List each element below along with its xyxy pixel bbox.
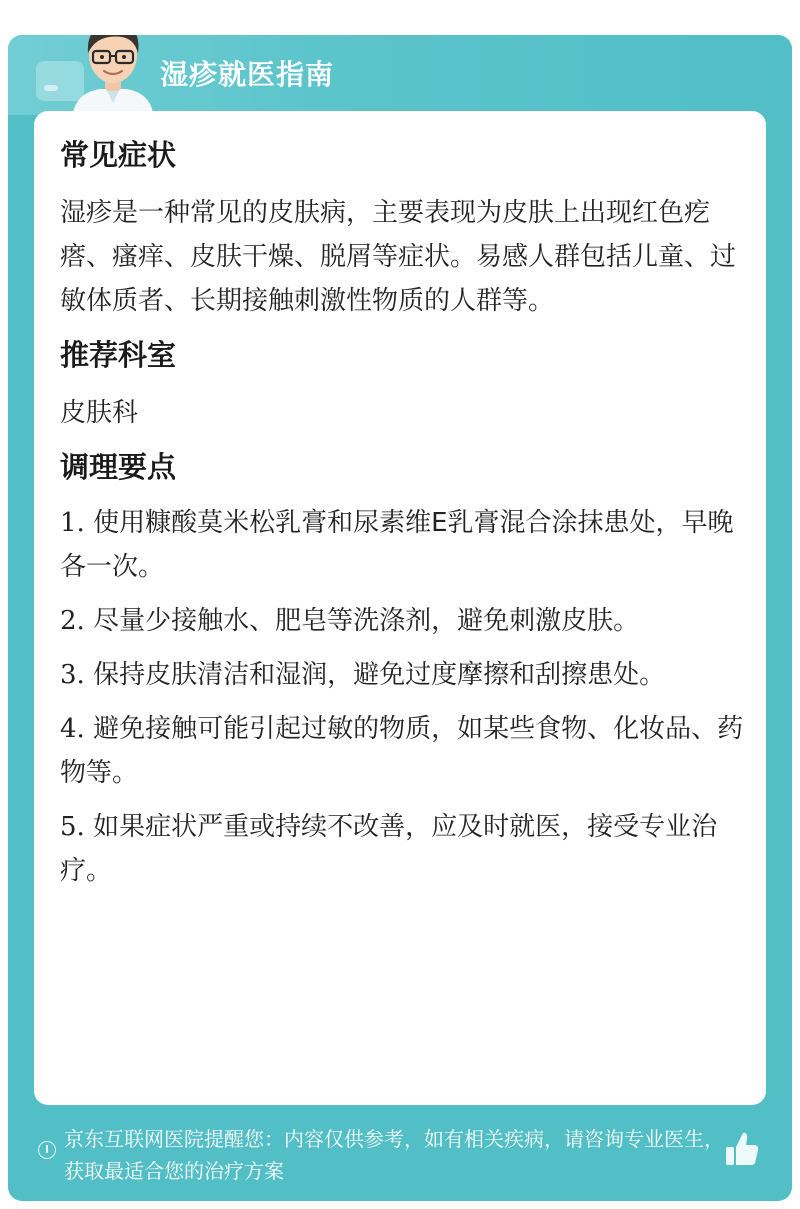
guide-panel [8,35,792,1201]
disclaimer-footer [8,1119,792,1201]
disclaimer-text: 京东互联网医院提醒您：内容仅供参考，如有相关疾病，请咨询专业医生，获取最适合您的治疗方案 [64,1127,724,1183]
symptoms-heading: 常见症状 [60,138,177,172]
page-title: 湿疹就医指南 [160,58,335,91]
list-item: 2. 尽量少接触水、肥皂等洗涤剂，避免刺激皮肤。 [60,606,640,636]
care-heading: 调理要点 [60,450,177,484]
content-card [34,111,766,1105]
department-text: 皮肤科 [60,398,139,428]
doctor-avatar-icon [58,35,168,119]
symptoms-text: 湿疹是一种常见的皮肤病，主要表现为皮肤上出现红色疙瘩、瘙痒、皮肤干燥、脱屑等症状。易感人群包括儿童、过敏体质者、长期接触刺激性物质的人群等。 [60,198,737,316]
thumbs-up-icon[interactable] [724,1129,760,1169]
care-steps-list [60,501,750,893]
list-item: 1. 使用糠酸莫米松乳膏和尿素维E乳膏混合涂抹患处，早晚各一次。 [60,508,734,582]
department-heading: 推荐科室 [60,338,177,372]
list-item: 5. 如果症状严重或持续不改善，应及时就医，接受专业治疗。 [60,812,718,886]
list-item: 3. 保持皮肤清洁和湿润，避免过度摩擦和刮擦患处。 [60,660,666,690]
list-item: 4. 避免接触可能引起过敏的物质，如某些食物、化妆品、药物等。 [60,714,744,788]
info-icon [38,1141,56,1159]
